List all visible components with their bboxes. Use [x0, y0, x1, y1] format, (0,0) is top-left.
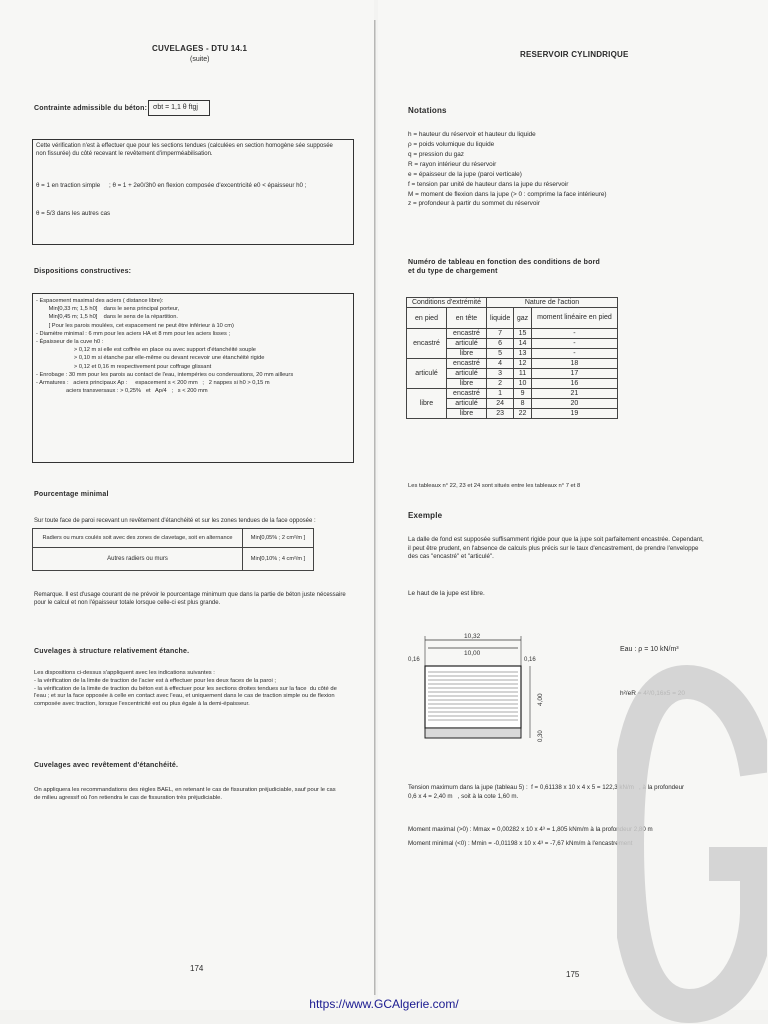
dim-inner-label: 10,00: [464, 650, 481, 657]
cell-en-pied: articulé: [407, 359, 447, 389]
table-cell: articulé: [446, 399, 486, 409]
table-cell: encastré: [446, 389, 486, 399]
cell-en-pied: encastré: [407, 329, 447, 359]
dim-base-label: 0,30: [538, 730, 544, 742]
cell-en-pied: libre: [407, 389, 447, 419]
table-cell: encastré: [446, 359, 486, 369]
ratio-formula: h²/eR = 4²/0,16x5 = 20: [620, 690, 686, 697]
table-cell: articulé: [446, 339, 486, 349]
table-row: [407, 329, 618, 339]
table-cell: 15: [514, 329, 532, 339]
jupe-libre-text: Le haut de la jupe est libre.: [408, 590, 485, 597]
table-cell: 16: [531, 379, 617, 389]
table-cell: 13: [514, 349, 532, 359]
table-row: [407, 359, 618, 369]
table-cell: 3: [486, 369, 513, 379]
table-cell: 1: [486, 389, 513, 399]
table-cell: 2: [486, 379, 513, 389]
table-cell: 24: [486, 399, 513, 409]
theta-other: θ = 5/3 dans les autres cas: [36, 210, 111, 217]
revetement-heading: Cuvelages avec revêtement d'étanchéité.: [34, 762, 179, 769]
table-header-moment: moment linéaire en pied: [531, 308, 617, 329]
table-cell: 8: [514, 399, 532, 409]
table-cell: 6: [486, 339, 513, 349]
table-note: Les tableaux n° 22, 23 et 24 sont situés entre les tableaux n° 7 et 8: [408, 483, 581, 489]
left-page-number: 174: [190, 964, 204, 973]
relativement-text: Les dispositions ci-dessus s'appliquent avec les indications suivantes : - la vérification de la limite de traction de l'acier est à effectuer pour les deux faces de la paroi ; - la vérification de la limite de traction du béton est à effectuer pour les sections droites tendues sur la face du côté de l'eau ; et sur la face opposée à celle en contact avec l'eau, et uniquement dans le cas de traction simple ou de flexion composée avec traction, lorsque l'excentricité est ou plus égale à la demi-épaisseur.: [34, 670, 337, 708]
contrainte-text: Cette vérification n'est à effectuer que pour les sections tendues (calculées en section homogène sée supposée non fissurée) du côté recevant le revêtement d'imperméabilisation.: [36, 143, 333, 157]
dim-height-label: 4,00: [537, 693, 544, 706]
table-cell: encastré: [446, 329, 486, 339]
remark-text: Remarque. Il est d'usage courant de ne prévoir le pourcentage minimum que dans la partie de béton juste nécessaire pour le calcul et non l'épaisseur totale lorsque celle-ci est plus grande.: [34, 592, 346, 606]
revetement-text: On appliquera les recommandations des règles BAEL, en retenant le cas de fissuration préjudiciable, sauf pour le cas de milieu agressif où l'on retiendra le cas de fissuration très préjudiciable.: [34, 787, 336, 801]
theta-flexion: ; θ = 1 + 2e0/3h0 en flexion composée d'excentricité e0 < épaisseur h0 ;: [109, 182, 307, 189]
moment-min-text: Moment minimal (<0) : Mmin = -0,01198 x 10 x 4³ = -7,67 kNm/m à l'encastrement: [408, 840, 633, 847]
table-cell: libre: [446, 409, 486, 419]
eau-density: Eau : ρ = 10 kN/m³: [620, 646, 679, 653]
table-cell: -: [531, 349, 617, 359]
table-row: [33, 548, 314, 571]
notations-list: h = hauteur du réservoir et hauteur du liquide ρ = poids volumique du liquide q = pression du gaz R = rayon intérieur du réservoir e = épaisseur de la jupe (paroi verticale) f = tension par unité de hauteur dans la jupe du réservoir M = moment de flexion dans la jupe (> 0 : comprime la face intérieure) z = profondeur à partir du sommet du réservoir: [408, 131, 607, 208]
pourcentage-row2-label: Autres radiers ou murs: [33, 548, 243, 571]
notations-heading: Notations: [408, 106, 447, 115]
table-cell: 21: [531, 389, 617, 399]
table-cell: 20: [531, 399, 617, 409]
dispositions-heading: Dispositions constructives:: [34, 268, 132, 275]
pourcentage-heading: Pourcentage minimal: [34, 491, 109, 498]
table-cell: articulé: [446, 369, 486, 379]
moment-max-text: Moment maximal (>0) : Mmax = 0,00282 x 10 x 4³ = 1,805 kNm/m à la profondeur 2,80 m: [408, 826, 653, 833]
footer-url-link[interactable]: https://www.GCAlgerie.com/: [309, 997, 459, 1011]
left-page-subtitle: (suite): [190, 56, 210, 63]
reservoir-wall: [425, 666, 521, 728]
table-cell: 12: [514, 359, 532, 369]
pourcentage-intro: Sur toute face de paroi recevant un revêtement d'étanchéité et sur les zones tendues de la face opposée :: [34, 518, 316, 524]
dispositions-box: [32, 293, 354, 463]
reservoir-diagram: [406, 628, 566, 758]
pourcentage-row1-value: Min[0,05% ; 2 cm²/m ]: [243, 529, 314, 548]
pourcentage-row1-label: Radiers ou murs coulés soit avec des zones de clavetage, soit en alternance: [33, 529, 243, 548]
dispositions-text: - Espacement maximal des aciers ( distance libre): Min[0,33 m; 1,5 h0] dans le sens principal porteur, Min[0,45 m; 1,5 h0] dans le sens de la répartition. [ Pour les parois moulées, cet espacement ne peut être inférieur à 10 cm) - Diamètre minimal : 6 mm pour les aciers HA et 8 mm pour les aciers lisses ; - Épaisseur de la cuve h0 : > 0,12 m si elle est coffrée en place ou avec support d'étanchéité souple > 0,10 m si étanche par elle-même ou devant recevoir une étanchéité rigide > 0,12 et 0,16 m respectivement pour coffrage glissant - Enrobage : 30 mm pour les parois au contact de l'eau, intempéries ou condensations, 20 mm ailleurs - Armatures : aciers principaux Ap : espacement s < 200 mm ; 2 nappes si h0 > 0,15 m aciers transversaux : > 0,25% et Ap/4 ; s < 200 mm: [36, 298, 294, 395]
table-cell: -: [531, 339, 617, 349]
table-cell: 10: [514, 379, 532, 389]
table-cell: 22: [514, 409, 532, 419]
table-cell: 19: [531, 409, 617, 419]
conditions-table: [406, 297, 618, 419]
dim-total-label: 10,32: [464, 633, 481, 640]
pourcentage-row2-value: Min[0,10% ; 4 cm²/m ]: [243, 548, 314, 571]
table-cell: 7: [486, 329, 513, 339]
exemple-text: La dalle de fond est supposée suffisamment rigide pour que la jupe soit parfaitement encastrée. Cependant, il peut être prudent, en l'absence de calculs plus précis sur le taux d'encastrement, de prendre l'enveloppe des cas "encastré" et "articulé".: [408, 536, 704, 561]
table-cell: libre: [446, 379, 486, 389]
left-page-title: CUVELAGES - DTU 14.1: [152, 44, 248, 53]
conditions-table-body: [407, 329, 618, 419]
table-header-pied: en pied: [407, 308, 447, 329]
dim-right-label: 0,16: [524, 657, 536, 663]
table-header-conditions: Conditions d'extrémité: [407, 298, 487, 308]
tension-text: Tension maximum dans la jupe (tableau 5) : f = 0,61138 x 10 x 4 x 5 = 122,3 kN/m , à la profondeur 0,6 x 4 = 2,40 m , soit à la cote 1,60 m.: [408, 784, 685, 800]
reservoir-base-slab: [425, 728, 521, 738]
dim-left-label: 0,16: [408, 657, 420, 663]
table-cell: 23: [486, 409, 513, 419]
table-header-nature: Nature de l'action: [486, 298, 617, 308]
table-cell: 17: [531, 369, 617, 379]
contrainte-formula: σbt = 1,1 θ ftgj: [153, 104, 198, 111]
theta-traction-simple: θ = 1 en traction simple: [36, 182, 101, 189]
right-page: [378, 0, 768, 1010]
relativement-heading: Cuvelages à structure relativement étanche.: [34, 648, 190, 655]
table-cell: 11: [514, 369, 532, 379]
table-cell: 4: [486, 359, 513, 369]
contrainte-heading: Contrainte admissible du béton:: [34, 105, 148, 112]
table-row: [407, 389, 618, 399]
exemple-heading: Exemple: [408, 511, 443, 520]
table-cell: -: [531, 329, 617, 339]
pourcentage-table: [32, 528, 314, 571]
table-header-tete: en tête: [446, 308, 486, 329]
formula-box: [148, 100, 210, 116]
table-cell: libre: [446, 349, 486, 359]
right-page-number: 175: [566, 970, 580, 979]
contrainte-box: [32, 139, 354, 245]
table-cell: 18: [531, 359, 617, 369]
table-heading: Numéro de tableau en fonction des conditions de bord et du type de chargement: [408, 259, 601, 276]
table-header-liquide: liquide: [486, 308, 513, 329]
table-cell: 9: [514, 389, 532, 399]
left-page: [0, 0, 374, 1010]
table-row: [33, 529, 314, 548]
table-cell: 5: [486, 349, 513, 359]
table-cell: 14: [514, 339, 532, 349]
table-header-gaz: gaz: [514, 308, 532, 329]
right-page-title: RESERVOIR CYLINDRIQUE: [520, 50, 629, 59]
